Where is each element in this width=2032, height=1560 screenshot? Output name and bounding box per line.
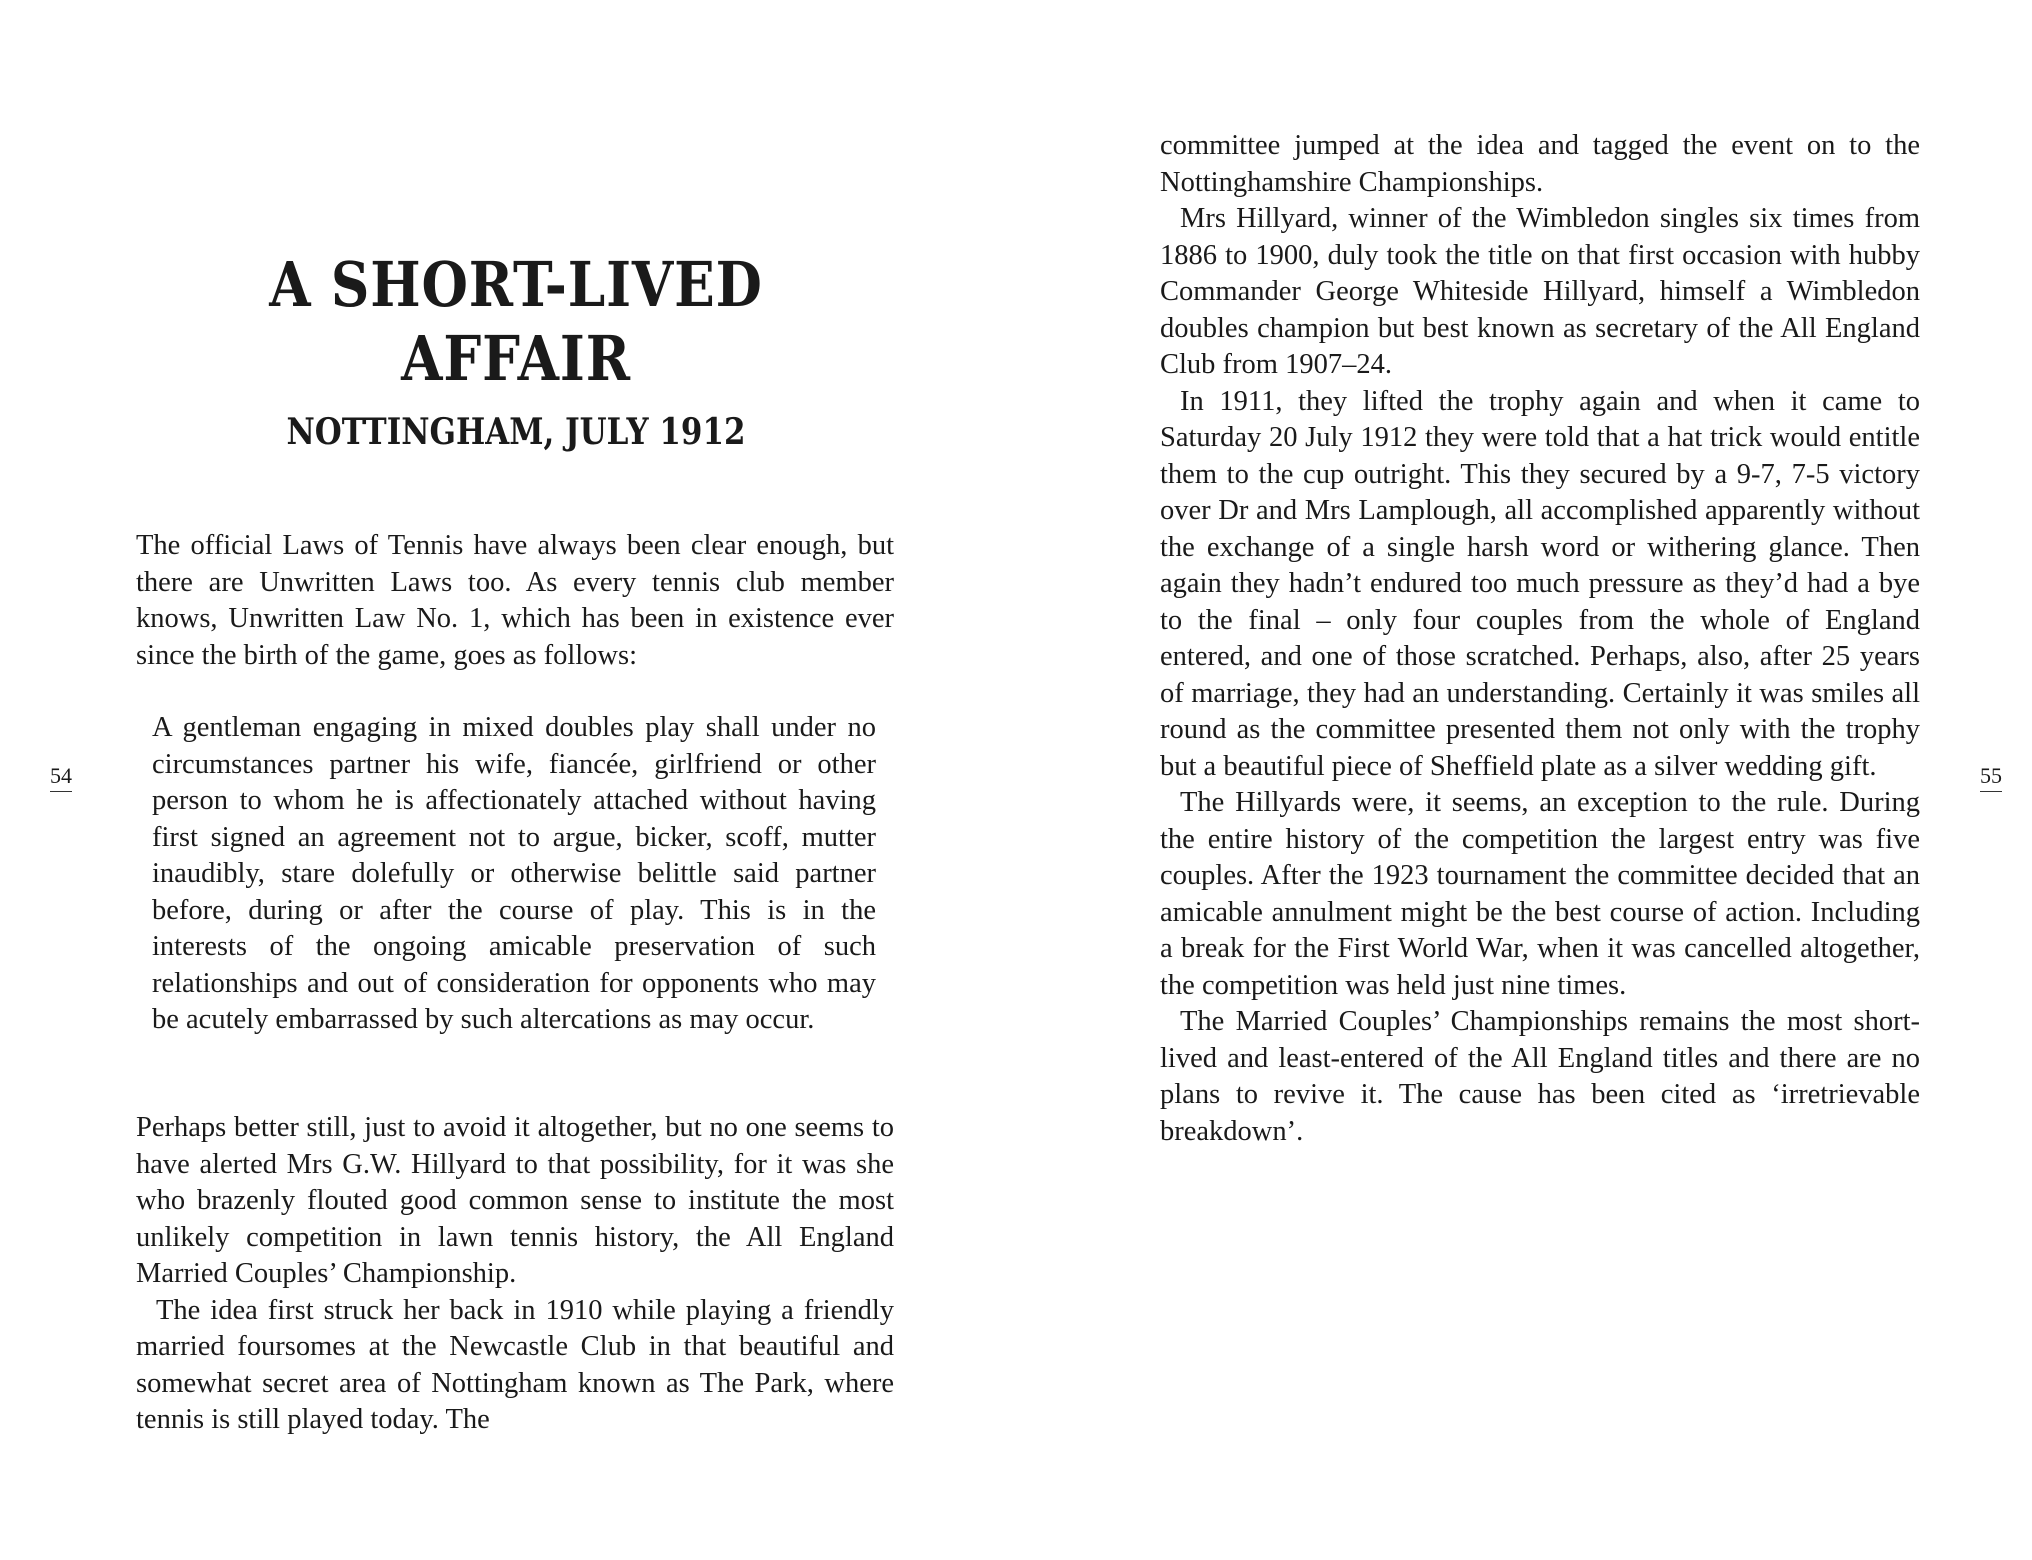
chapter-heading: [136, 248, 896, 454]
page-number-left: 54: [50, 763, 72, 792]
left-paragraph-1: Perhaps better still, just to avoid it altogether, but no one seems to have alerted Mrs G.W. Hillyard to that possibility, for it was she who brazenly flouted good common sense to institute the most unlikely competition in lawn tennis history, the All England Married Couples’ Championship.: [136, 1112, 894, 1289]
right-body-text: [1160, 128, 1920, 1150]
unwritten-law-quote: [152, 710, 876, 1039]
quote-paragraph: A gentleman engaging in mixed doubles play shall under no circumstances partner his wife, fiancée, girlfriend or other person to whom he is affectionately attached without having first signed an agreement not to argue, bicker, scoff, mutter inaudibly, stare dolefully or otherwise belittle said partner before, during or after the course of play. This is in the interests of the ongoing amicable preservation of such relationships and out of consideration for opponents who may be acutely embarrassed by such altercations as may occur.: [152, 712, 876, 1035]
right-paragraph-3: In 1911, they lifted the trophy again and when it came to Saturday 20 July 1912 they were told that a hat trick would entitle them to the cup outright. This they secured by a 9-7, 7-5 victory over Dr and Mrs Lamplough, all accomplished apparently without the exchange of a single harsh word or withering glance. Then again they hadn’t endured too much pressure as they’d had a bye to the final – only four couples from the whole of England entered, and one of those scratched. Perhaps, also, after 25 years of marriage, they had an understanding. Certainly it was smiles all round as the committee presented them not only with the trophy but a beautiful piece of Sheffield plate as a silver wedding gift.: [1160, 385, 1920, 782]
chapter-title: A SHORT-LIVED AFFAIR: [269, 248, 763, 395]
right-paragraph-1: committee jumped at the idea and tagged the event on to the Nottinghamshire Championships.: [1160, 130, 1920, 198]
intro-text: [136, 528, 894, 674]
right-paragraph-5: The Married Couples’ Championships remains the most short-lived and least-entered of the All England titles and there are no plans to revive it. The cause has been cited as ‘irretrievable breakdown’.: [1160, 1006, 1920, 1147]
intro-paragraph: The official Laws of Tennis have always been clear enough, but there are Unwritten Laws too. As every tennis club member knows, Unwritten Law No. 1, which has been in existence ever since the birth of the game, goes as follows:: [136, 530, 894, 671]
right-page: [1016, 0, 2032, 1560]
right-paragraph-2: Mrs Hillyard, winner of the Wimbledon singles six times from 1886 to 1900, duly took the title on that first occasion with hubby Commander George Whiteside Hillyard, himself a Wimbledon doubles champion but best known as secretary of the All England Club from 1907–24.: [1160, 203, 1920, 380]
left-paragraph-2: The idea first struck her back in 1910 while playing a friendly married foursomes at the Newcastle Club in that beautiful and somewhat secret area of Nottingham known as The Park, where tennis is still played today. The: [136, 1294, 894, 1435]
right-paragraph-4: The Hillyards were, it seems, an exception to the rule. During the entire history of the competition the largest entry was five couples. After the 1923 tournament the committee decided that an amicable annulment might be the best course of action. Including a break for the First World War, when it was cancelled altogether, the competition was held just nine times.: [1160, 787, 1920, 1001]
left-body-text: [136, 1110, 894, 1439]
chapter-subtitle: NOTTINGHAM, JULY 1912: [286, 411, 746, 453]
page-number-right: 55: [1980, 763, 2002, 792]
